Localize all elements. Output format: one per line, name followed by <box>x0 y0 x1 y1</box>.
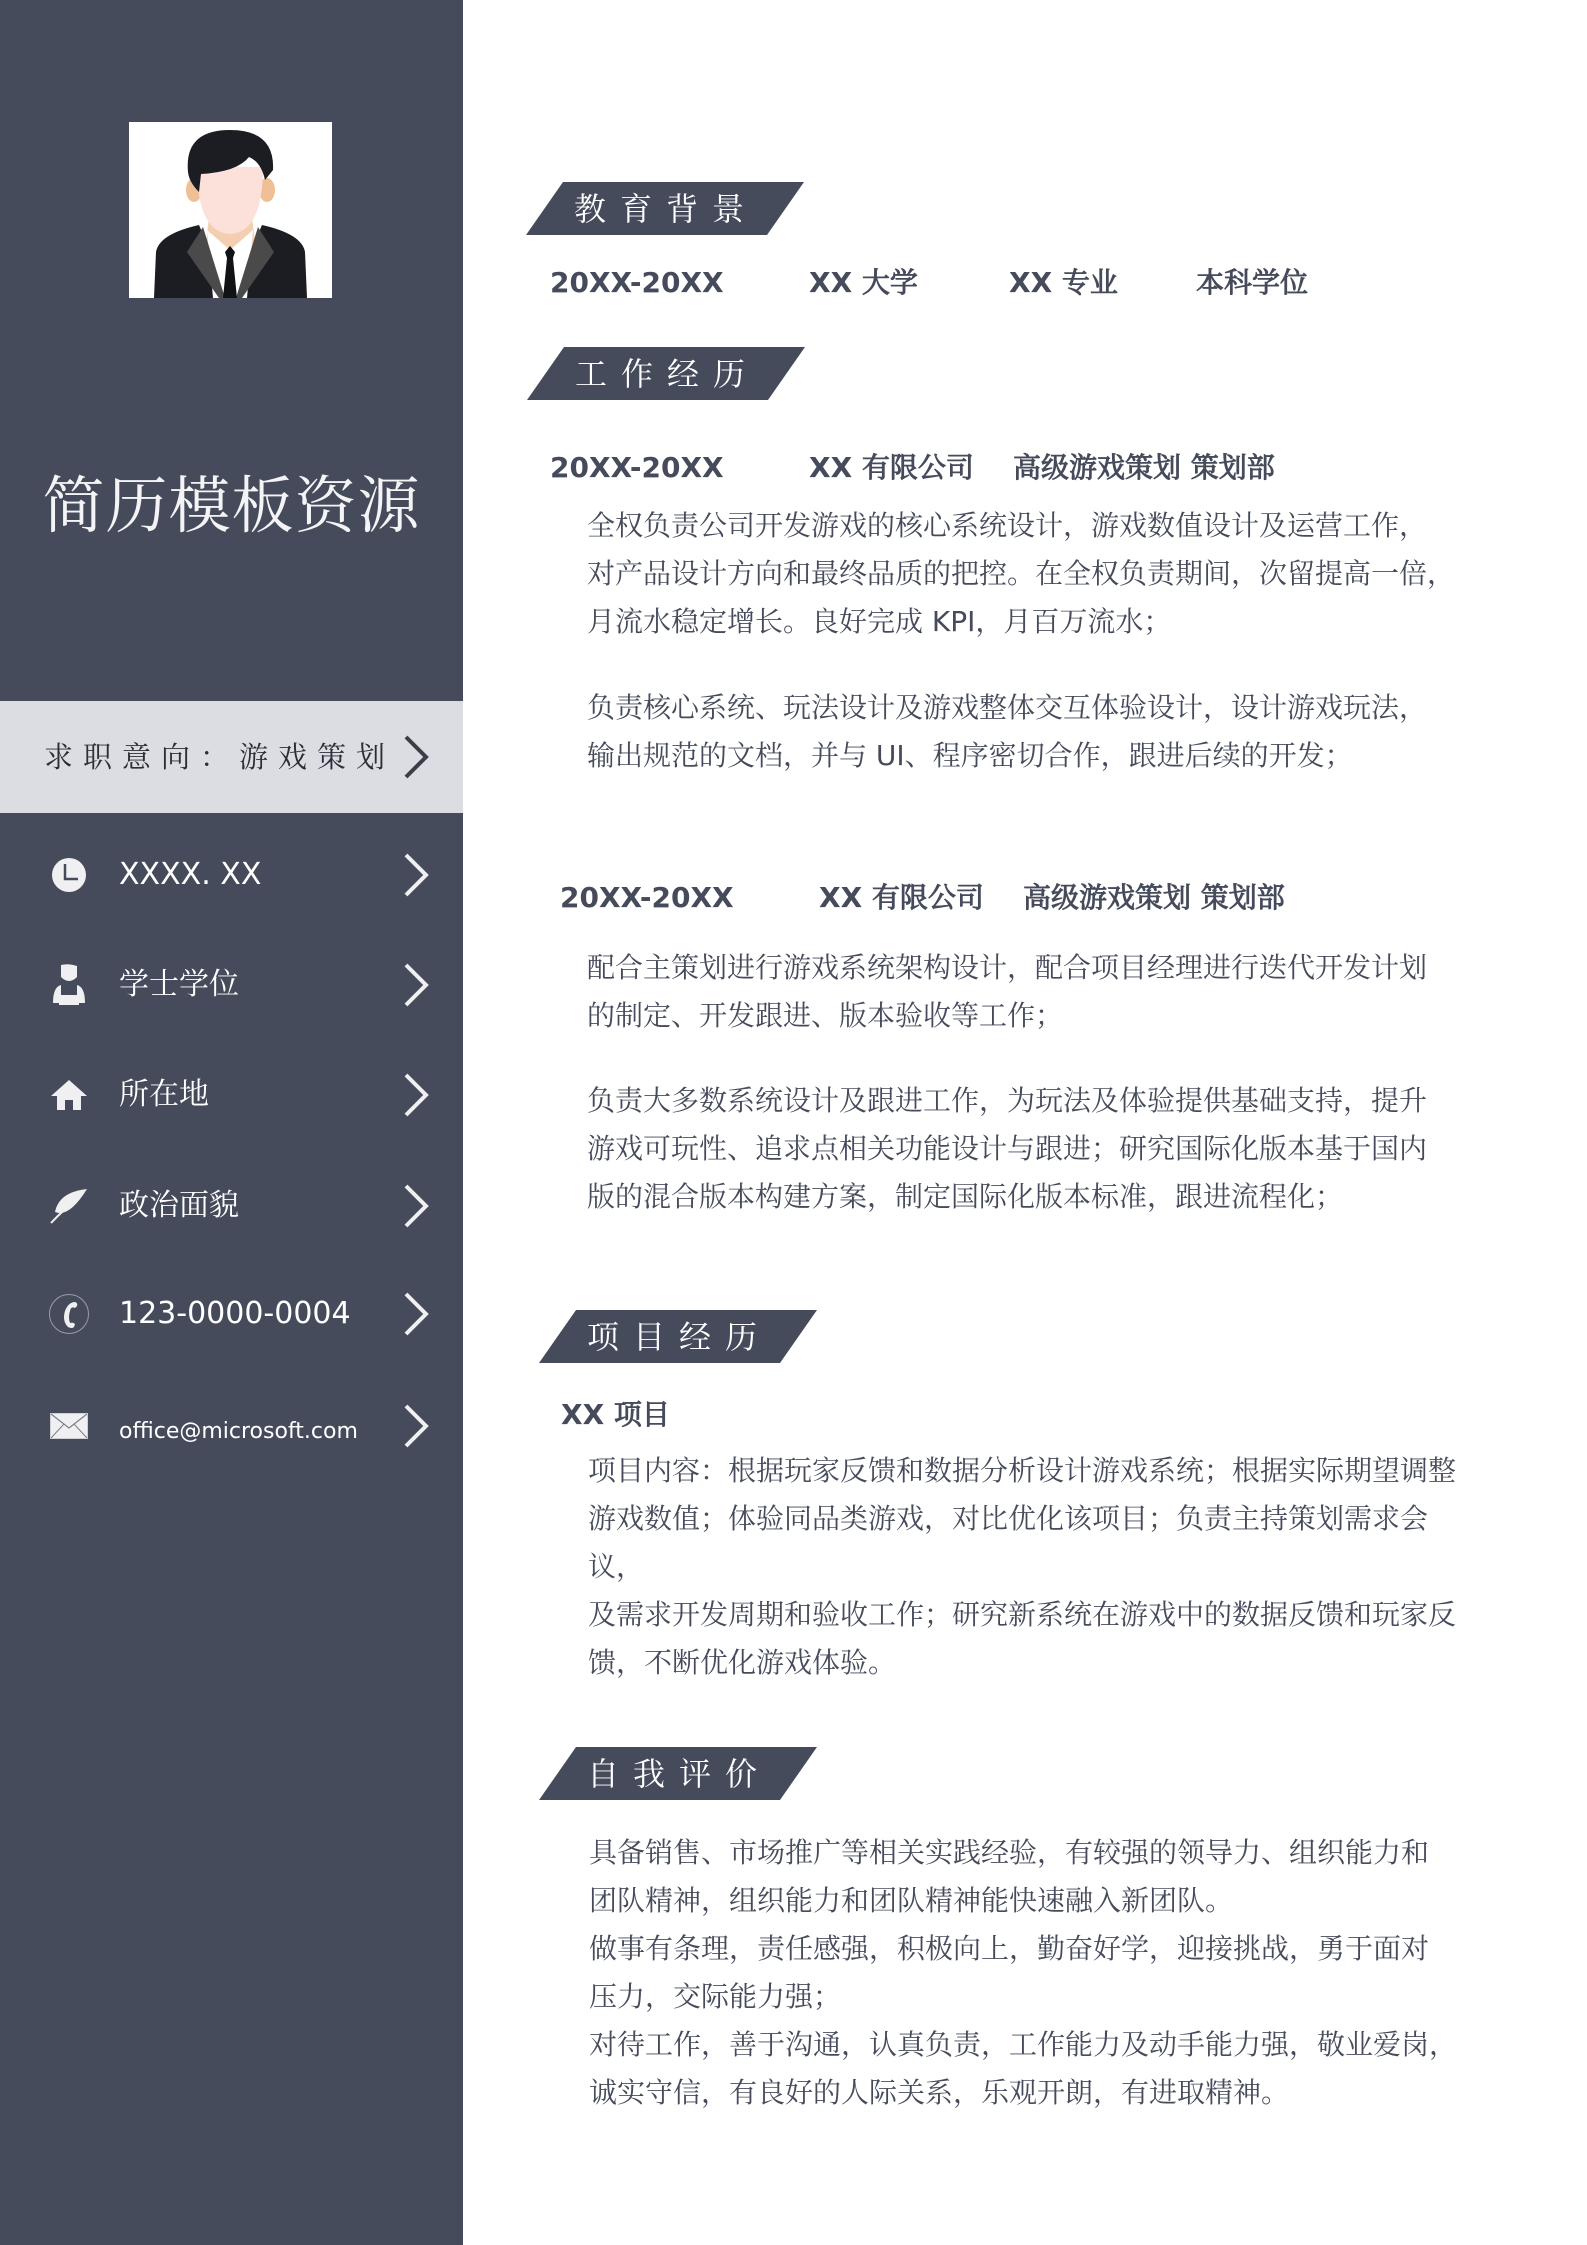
job-period: 20XX-20XX <box>560 881 734 914</box>
job-description <box>587 502 1467 646</box>
avatar-photo <box>129 122 332 298</box>
text-line: 月流水稳定增长。良好完成 KPI，月百万流水； <box>587 605 1172 638</box>
avatar-illustration <box>129 122 332 298</box>
job-position: 高级游戏策划 策划部 <box>1013 451 1275 484</box>
section-title: 自我评价 <box>587 1755 772 1793</box>
education-period: 20XX-20XX <box>550 266 724 299</box>
section-banner-projects <box>539 1310 817 1363</box>
chevron-right-icon[interactable] <box>403 1292 429 1336</box>
info-label: 所在地 <box>119 1077 209 1112</box>
text-line: 压力，交际能力强； <box>589 1980 842 2013</box>
job-position: 高级游戏策划 策划部 <box>1023 881 1285 914</box>
education-degree: 本科学位 <box>1196 266 1309 299</box>
info-row-date[interactable] <box>0 845 463 905</box>
job-intent-label: 求职意向：游戏策划 <box>44 740 396 774</box>
text-line: 负责核心系统、玩法设计及游戏整体交互体验设计，设计游戏玩法， <box>587 691 1428 724</box>
job-company: XX 有限公司 <box>809 451 974 484</box>
section-banner-self-eval <box>539 1747 817 1800</box>
section-banner-education <box>526 182 804 235</box>
sidebar <box>0 0 463 2245</box>
text-line: 做事有条理，责任感强，积极向上，勤奋好学，迎接挑战，勇于面对 <box>589 1932 1430 1965</box>
leaf-icon <box>48 1186 90 1226</box>
section-title: 项目经历 <box>587 1318 772 1356</box>
info-label: 学士学位 <box>119 967 239 1002</box>
section-title: 教育背景 <box>574 190 759 228</box>
text-line: 输出规范的文档，并与 UI、程序密切合作，跟进后续的开发； <box>587 739 1353 772</box>
text-line: 游戏可玩性、追求点相关功能设计与跟进；研究国际化版本基于国内 <box>587 1132 1428 1165</box>
education-major: XX 专业 <box>1009 266 1118 299</box>
info-label: office@microsoft.com <box>119 1419 358 1444</box>
info-row-degree[interactable] <box>0 955 463 1015</box>
text-line: 诚实守信，有良好的人际关系，乐观开朗，有进取精神。 <box>589 2076 1290 2109</box>
text-line: 版的混合版本构建方案，制定国际化版本标准，跟进流程化； <box>587 1180 1344 1213</box>
text-line: 团队精神，组织能力和团队精神能快速融入新团队。 <box>589 1884 1234 1917</box>
person-icon <box>48 965 90 1005</box>
job-description <box>587 684 1467 780</box>
info-label: XXXX. XX <box>119 857 262 892</box>
chevron-right-icon[interactable] <box>403 1184 429 1228</box>
clock-icon <box>48 855 90 895</box>
text-line: 及需求开发周期和验收工作；研究新系统在游戏中的数据反馈和玩家反 <box>588 1598 1457 1631</box>
text-line: 具备销售、市场推广等相关实践经验，有较强的领导力、组织能力和 <box>589 1836 1430 1869</box>
self-eval-text <box>589 1829 1469 2117</box>
text-line: 的制定、开发跟进、版本验收等工作； <box>587 999 1064 1032</box>
info-row-location[interactable] <box>0 1065 463 1125</box>
chevron-right-icon[interactable] <box>403 963 429 1007</box>
education-school: XX 大学 <box>809 266 918 299</box>
resume-title: 简历模板资源 <box>42 469 421 542</box>
text-line: 游戏数值；体验同品类游戏，对比优化该项目；负责主持策划需求会议， <box>588 1502 1429 1583</box>
chevron-right-icon[interactable] <box>403 1073 429 1117</box>
info-row-email[interactable] <box>0 1396 463 1456</box>
phone-icon <box>48 1294 90 1334</box>
text-line: 对产品设计方向和最终品质的把控。在全权负责期间，次留提高一倍， <box>587 557 1456 590</box>
home-icon <box>48 1075 90 1115</box>
text-line: 配合主策划进行游戏系统架构设计，配合项目经理进行迭代开发计划 <box>587 951 1428 984</box>
chevron-right-icon[interactable] <box>403 853 429 897</box>
chevron-right-icon[interactable] <box>403 1404 429 1448</box>
project-name: XX 项目 <box>561 1398 670 1431</box>
section-banner-work <box>527 347 805 400</box>
info-label: 政治面貌 <box>119 1188 239 1223</box>
project-description <box>588 1447 1468 1687</box>
text-line: 对待工作，善于沟通，认真负责，工作能力及动手能力强，敬业爱岗， <box>589 2028 1458 2061</box>
job-description <box>587 944 1467 1040</box>
info-row-political[interactable] <box>0 1176 463 1236</box>
chevron-right-icon[interactable] <box>403 735 429 779</box>
job-intent-band[interactable] <box>0 701 463 813</box>
info-row-phone[interactable] <box>0 1284 463 1344</box>
job-description <box>587 1077 1467 1221</box>
job-period: 20XX-20XX <box>550 451 724 484</box>
section-title: 工作经历 <box>575 355 760 393</box>
job-company: XX 有限公司 <box>819 881 984 914</box>
text-line: 项目内容：根据玩家反馈和数据分析设计游戏系统；根据实际期望调整 <box>588 1454 1457 1487</box>
mail-icon <box>48 1406 90 1446</box>
text-line: 负责大多数系统设计及跟进工作，为玩法及体验提供基础支持，提升 <box>587 1084 1428 1117</box>
info-label: 123-0000-0004 <box>119 1296 351 1331</box>
text-line: 全权负责公司开发游戏的核心系统设计，游戏数值设计及运营工作， <box>587 509 1428 542</box>
text-line: 馈，不断优化游戏体验。 <box>588 1646 897 1679</box>
